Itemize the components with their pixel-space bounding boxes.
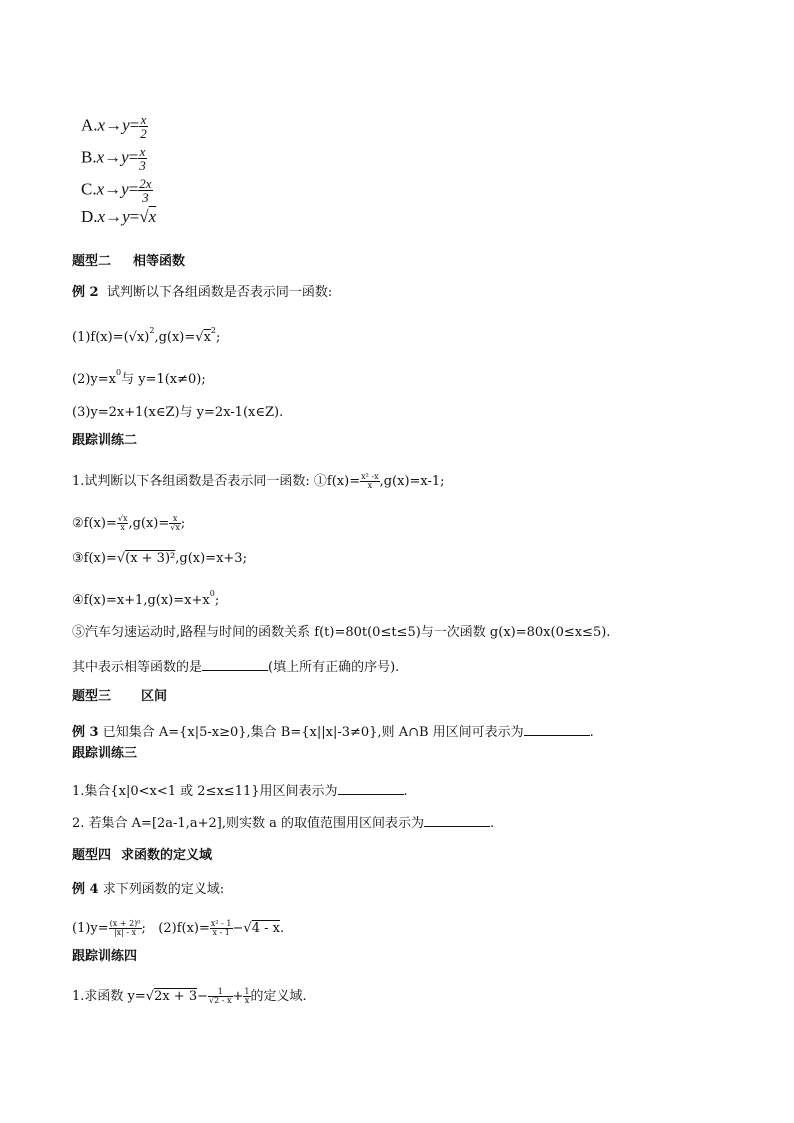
section-heading: 题型四 求函数的定义域 [72, 848, 213, 863]
answer-blank[interactable] [202, 657, 268, 671]
section-heading: 题型二 相等函数 [72, 254, 186, 269]
training-2-question-3: ③f(x)=√(x + 3)²,g(x)=x+3; [72, 551, 247, 566]
training-heading: 跟踪训练三 [72, 746, 138, 761]
answer-blank[interactable] [524, 722, 590, 736]
example-4-problems: (1)y= $\frac{\text{(x + 2)⁰}}{|x| - x}$ ; (2)f(x)= $\frac{\text{x² - 1}}{x - 1}$ −√4 - x. [72, 919, 285, 937]
option-d: D.x→y=√x [81, 207, 157, 226]
fraction: $\frac{2x}{3}$ [139, 176, 152, 205]
training-2-answer-line: 其中表示相等函数的是 (填上所有正确的序号). [72, 657, 399, 676]
answer-blank[interactable] [424, 813, 490, 827]
fraction: $\frac{\text{(x + 2)⁰}}{|x| - x}$ [109, 919, 141, 937]
training-2-question-2: ②f(x)= $\frac{√x}{x}$ ,g(x)= $\frac{x}{√x}$ ; [72, 514, 186, 532]
answer-blank[interactable] [338, 781, 404, 795]
option-b: B.x→y= $\frac{x}{3}$ [81, 144, 146, 173]
example-2-item-1: $(1)f(x)=(√x)^2,g(x)=√x^2$; [72, 326, 221, 345]
fraction: $\frac{\text{x² -x}}{x}$ [361, 472, 379, 490]
training-2-question-4: $④f(x)=x+1,g(x)=x+x^0$; [72, 589, 220, 608]
fraction: $\frac{x}{3}$ [139, 144, 146, 173]
fraction: $\frac{x}{√x}$ [170, 514, 180, 532]
training-2-question-5: ⑤汽车匀速运动时,路程与时间的函数关系 f(t)=80t(0≤t≤5)与一次函数 g(x)=80x(0≤x≤5). [72, 625, 611, 640]
example-2-item-3: (3)y=2x+1(x∈Z)与 y=2x-1(x∈Z). [72, 405, 284, 420]
example-4: 例 4 求下列函数的定义域: [72, 882, 225, 897]
option-c: C.x→y= $\frac{2x}{3}$ [81, 176, 152, 205]
training-3-question-1: 1.集合{x|0<x<1 或 2≤x≤11}用区间表示为 . [72, 781, 408, 800]
example-2-item-2: $(2)y=x^0$与 y=1(x≠0); [72, 368, 206, 387]
option-a: A.x→y= $\frac{x}{2}$ [81, 112, 147, 141]
training-2-question-1: 1.试判断以下各组函数是否表示同一函数: ①f(x)= $\frac{\text{x² -x}}{x}$ ,g(x)=x-1; [72, 472, 445, 490]
training-4-question-1: 1.求函数 y=√2x + 3− $\frac{1}{√2 - x}$ + $\frac{1}{x}$ 的定义域. [72, 987, 307, 1005]
fraction: $\frac{x}{2}$ [140, 112, 147, 141]
fraction: $\frac{1}{√2 - x}$ [209, 987, 232, 1005]
fraction: $\frac{\text{x² - 1}}{x - 1}$ [210, 919, 232, 937]
example-3: 例 3 已知集合 A={x|5-x≥0},集合 B={x||x|-3≠0},则 A∩B 用区间可表示为 . [72, 722, 594, 741]
training-heading: 跟踪训练四 [72, 949, 138, 964]
fraction: $\frac{1}{x}$ [244, 987, 250, 1005]
training-heading: 跟踪训练二 [72, 433, 138, 448]
section-heading: 题型三 区间 [72, 689, 168, 704]
training-3-question-2: 2. 若集合 A=[2a-1,a+2],则实数 a 的取值范围用区间表示为 . [72, 813, 494, 832]
fraction: $\frac{√x}{x}$ [117, 514, 128, 532]
example-2: 例 2 试判断以下各组函数是否表示同一函数: [72, 285, 333, 300]
